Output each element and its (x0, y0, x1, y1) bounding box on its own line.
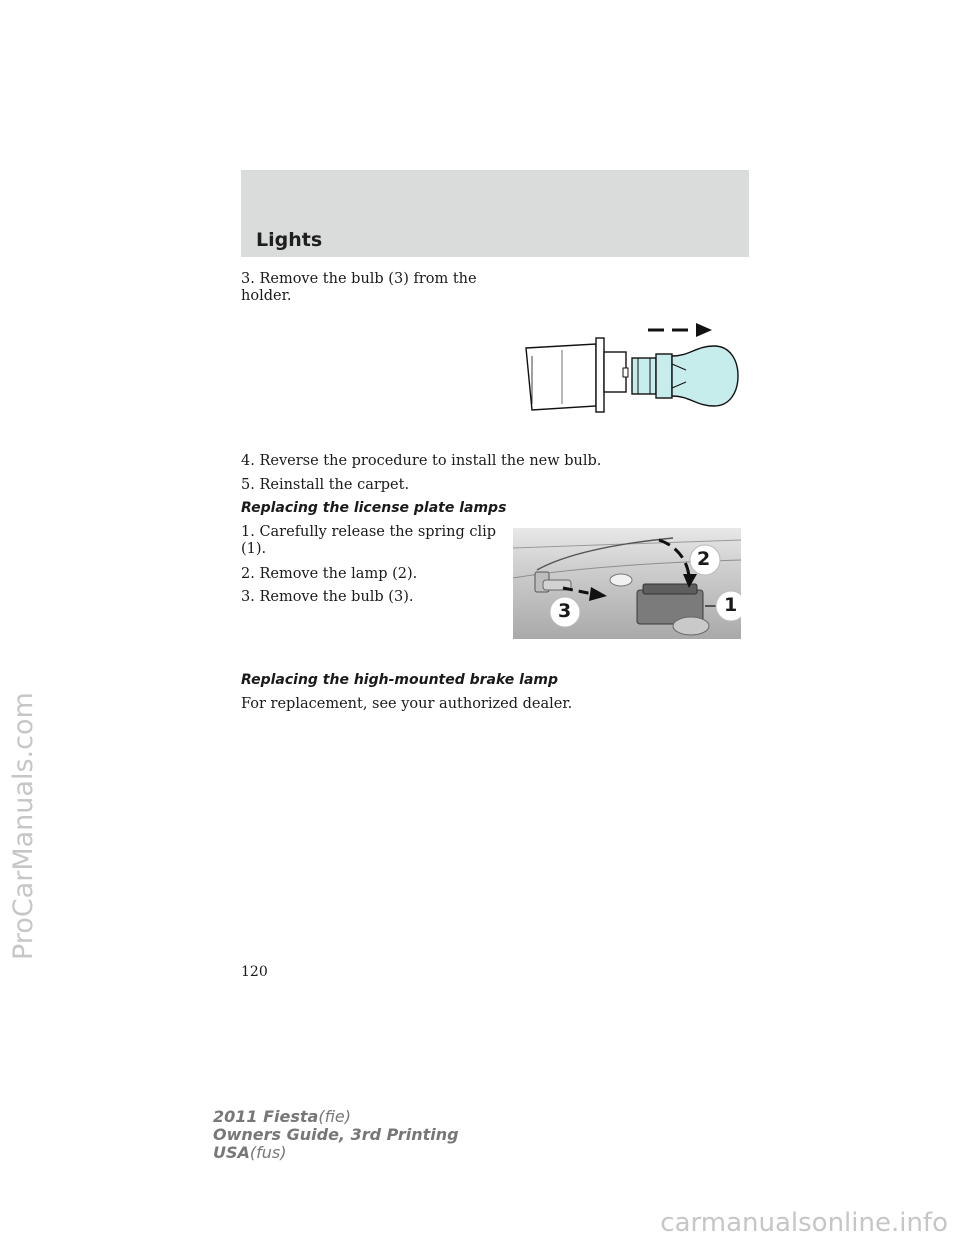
small-bulb-icon (610, 574, 632, 586)
direction-arrow-icon (648, 323, 712, 337)
brake-lamp-note: For replacement, see your authorized dealer. (241, 696, 573, 712)
callout-2: 2 (697, 548, 711, 570)
socket-body (526, 338, 628, 412)
callout-1: 1 (724, 594, 738, 616)
document-footer (213, 1108, 459, 1162)
step-release-clip: 1. Carefully release the spring clip (1). (241, 524, 497, 557)
watermark-bottom: carmanualsonline.info (660, 1208, 948, 1238)
section-title: Lights (256, 229, 323, 251)
footer-line-3: USA(fus) (213, 1143, 287, 1162)
heading-license-plate-lamps: Replacing the license plate lamps (241, 500, 507, 516)
page-number: 120 (241, 964, 268, 980)
step-reverse-procedure: 4. Reverse the procedure to install the new bulb. (241, 453, 602, 469)
step-remove-lamp: 2. Remove the lamp (2). (241, 566, 418, 582)
step-remove-bulb: 3. Remove the bulb (3) from the holder. (241, 271, 477, 304)
bulb-removal-illustration (522, 318, 742, 416)
section-header-band (241, 170, 749, 257)
footer-line-2: Owners Guide, 3rd Printing (213, 1125, 459, 1144)
bulb-icon (632, 346, 738, 406)
callout-3: 3 (558, 600, 572, 622)
step-remove-bulb-lamp: 3. Remove the bulb (3). (241, 589, 414, 605)
step-reinstall-carpet: 5. Reinstall the carpet. (241, 477, 410, 493)
watermark-left: ProCarManuals.com (8, 692, 39, 960)
heading-high-mounted-brake-lamp: Replacing the high-mounted brake lamp (241, 672, 559, 688)
footer-line-1: 2011 Fiesta(fie) (213, 1107, 352, 1126)
license-lamp-photo (513, 528, 741, 639)
